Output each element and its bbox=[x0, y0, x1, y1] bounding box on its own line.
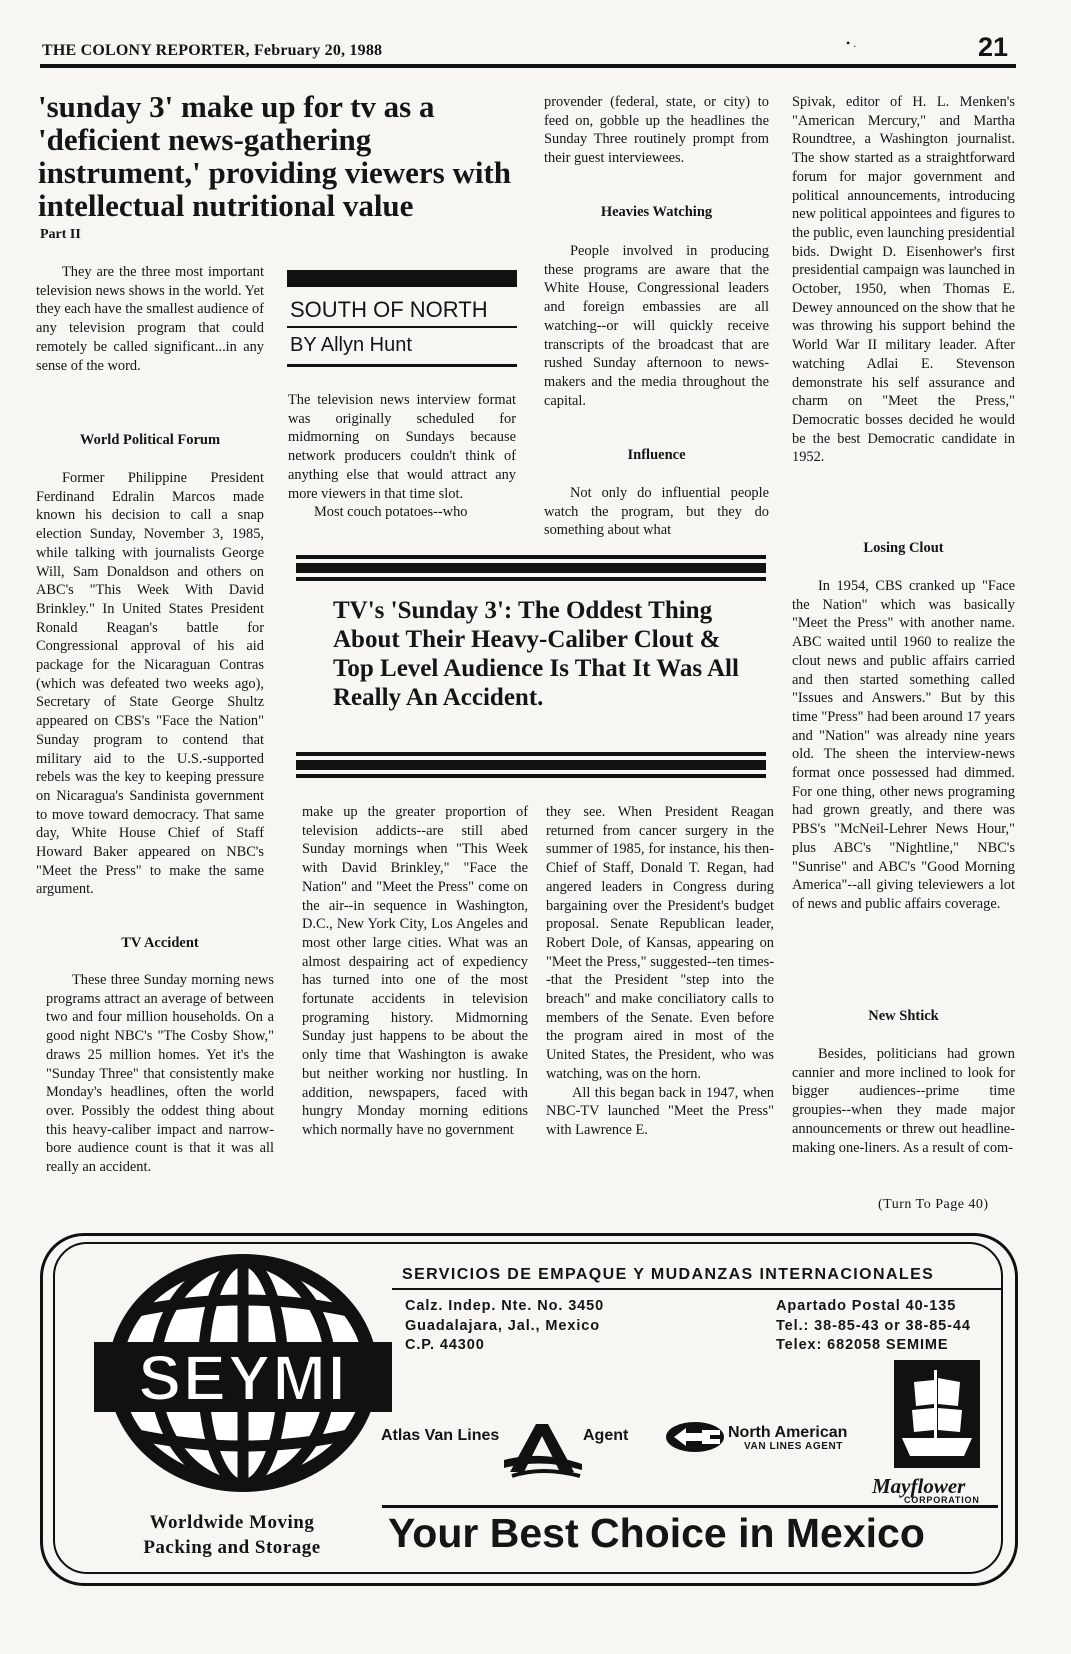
paragraph: Besides, politicians had grown cannier and more inclined to look for bigger audiences--prime time groupies--when they made major announcements or threw out headline-making one-liners. As a result of com- bbox=[792, 1046, 1015, 1156]
paragraph: People involved in producing these programs are aware that the White House, Congressional leaders and foreign embassies are all watching--or will quickly receive transcripts of the broadcast that are rushed Sunday afternoon to news-makers and the media throughout the capital. bbox=[544, 243, 769, 409]
column-4-mid bbox=[792, 577, 1015, 914]
paragraph: Spivak, editor of H. L. Menken's "American Mercury," and Martha Roundtree, a Washington journalist. The show started as a straightforward forum for major government and political announcements, introducing new political appointees and figures to the public, even launching presidential bids. Dwight D. Eisenhower's first presidential campaign was launched in October, 1950, when Thomas E. Dewey announced on the show that he was throwing his support behind the World War II military leader. After watching Adlai E. Stevenson demonstrate his self assurance and charm on "Meet the Press," Democratic bosses decided he would be the best Democratic candidate in 1952. bbox=[792, 94, 1015, 466]
subhead-world-political-forum: World Political Forum bbox=[79, 432, 221, 448]
column-c bbox=[546, 803, 774, 1140]
north-american-logo-icon bbox=[664, 1420, 726, 1454]
paragraph: Former Philippine President Ferdinand Edralin Marcos made known his decision to call a snap election Sunday, November 3, 1985, while talking with journalists George Will, Sam Donaldson and others on ABC's "This Week With David Brinkley." In United States President Ronald Reagan's battle for Congressional approval of his aid package for the Nicaraguan Contras (which was defeated two weeks ago), Secretary of State George Shultz appeared on CBS's "Face the Nation" Sunday program to contend that military aid to the U.S.-supported rebels was the key to keeping pressure on Nicaragua's Sandinista government to move toward democracy. That same day, White House Chief of Staff Howard Baker appeared on NBC's "Meet the Press" to make the same argument. bbox=[36, 470, 264, 898]
header-rule bbox=[40, 64, 1016, 68]
ad-address-line: Guadalajara, Jal., Mexico bbox=[405, 1317, 600, 1334]
pullquote-rule-bottom-2 bbox=[296, 760, 766, 770]
subhead-new-shtick: New Shtick bbox=[868, 1008, 939, 1024]
worldwide-moving-text bbox=[122, 1510, 342, 1560]
page-mark: • . bbox=[846, 36, 857, 50]
part-label: Part II bbox=[40, 227, 81, 242]
seymi-wordmark: SEYMI bbox=[138, 1342, 348, 1414]
pullquote-rule-top-1 bbox=[296, 555, 766, 559]
ad-po-box: Apartado Postal 40-135 bbox=[776, 1298, 957, 1314]
paragraph: provender (federal, state, or city) to feed on, gobble up the headlines the Sunday Three routinely prompt from their guest interviewees. bbox=[544, 94, 769, 167]
pullquote-rule-top-2 bbox=[296, 563, 766, 573]
ad-phone: Tel.: 38-85-43 or 38-85-44 bbox=[776, 1317, 971, 1334]
paragraph: they see. When President Reagan returned from cancer surgery in the summer of 1985, for instance, his then-Chief of Staff, Donald T. Regan, had angered leaders in Congress during bargaining over the President's budget proposal. Senate Republican leader, Robert Dole, of Kansas, appearing on "Meet the Press," suggested--ten times--that the President "step into the breach" and make conciliatory calls to members of the Senate. Even before the program aired in most of the United States, the President, who was watching, was on the horn. bbox=[546, 804, 774, 1082]
column-1-bottom bbox=[46, 971, 274, 1177]
column-title: SOUTH OF NORTH bbox=[290, 297, 488, 322]
column-head-rule bbox=[287, 326, 517, 328]
column-2-top bbox=[288, 391, 516, 522]
ad-address bbox=[405, 1297, 604, 1356]
north-american-sublabel: VAN LINES AGENT bbox=[744, 1441, 844, 1452]
paragraph: make up the greater proportion of television addicts--are still abed Sunday mornings when "This Week with David Brinkley," "Face the Nation" and "Meet the Press" come on the air--in sequence in Washington, D.C., New York City, Los Angeles and most other large cities. What was an almost despairing act of expediency has turned into one of the most fortunate accidents in television programing history. Midmorning Sunday just happens to be about the only time that Washington is awake but neither working nor hustling. In addition, newspapers, faced with hungry Monday morning editions which normally have no government bbox=[302, 804, 528, 1138]
column-3-top bbox=[544, 93, 769, 168]
ad-title-rule bbox=[392, 1288, 1002, 1290]
mayflower-ship-icon bbox=[894, 1360, 980, 1468]
north-american-label: North American bbox=[728, 1424, 848, 1441]
subhead-influence: Influence bbox=[627, 447, 686, 463]
ad-address-line: Calz. Indep. Nte. No. 3450 bbox=[405, 1298, 605, 1314]
paragraph: In 1954, CBS cranked up "Face the Nation" which was basically "Meet the Press" with another name. ABC waited until 1960 to realize the clout news and public affairs carried and then started something called "Issues and Answers." But by this time "Press" had been around 17 years and "Nation" was already nine years old. The sheen the interview-news format once possessed had dimmed. For one thing, other news programing had grown greatly, and there was PBS's "McNeil-Lehrer News Hour," plus ABC's "Nightline," NBC's "Sunrise" and ABC's "Good Morning America"--all giving televiewers a lot of news and public affairs coverage. bbox=[792, 578, 1015, 912]
ad-telex: Telex: 682058 SEMIME bbox=[776, 1337, 949, 1353]
jump-line: (Turn To Page 40) bbox=[878, 1197, 989, 1212]
pullquote-rule-bottom-3 bbox=[296, 774, 766, 778]
ad-service-line: Worldwide Moving bbox=[149, 1512, 315, 1533]
mayflower-label: Mayflower bbox=[872, 1474, 966, 1498]
column-1-top bbox=[36, 263, 264, 375]
mayflower-corporation-label: CORPORATION bbox=[904, 1495, 980, 1505]
atlas-logo-icon bbox=[502, 1420, 584, 1478]
column-4-bottom bbox=[792, 1045, 1015, 1157]
paragraph: These three Sunday morning news programs attract an average of between two and four million households. On a good night NBC's "The Cosby Show," draws 25 million homes. Yet it's the "Sunday Three" that consistently make Monday's headlines, often the world over. Possibly the oddest thing about this heavy-caliber impact and narrow-bore audience count is that it was all really an accident. bbox=[46, 972, 274, 1176]
subhead-heavies-watching: Heavies Watching bbox=[600, 204, 713, 220]
ad-contact bbox=[776, 1297, 971, 1356]
ad-slogan: Your Best Choice in Mexico bbox=[388, 1510, 925, 1556]
paragraph: The television news interview format was originally scheduled for midmorning on Sundays because network producers couldn't think of anything else that would attract any more viewers in that time slot. bbox=[288, 392, 516, 502]
pullquote-headline: TV's 'Sunday 3': The Oddest Thing About Their Heavy-Caliber Clout & Top Level Audience Is That It Was All Really An Accident. bbox=[333, 597, 739, 711]
ad-title: SERVICIOS DE EMPAQUE Y MUDANZAS INTERNACIONALES bbox=[402, 1266, 935, 1283]
ad-slogan-rule bbox=[382, 1505, 998, 1508]
agent-label: Agent bbox=[583, 1427, 629, 1444]
seymi-globe-logo bbox=[88, 1252, 408, 1497]
column-1-mid bbox=[36, 469, 264, 899]
byline: BY Allyn Hunt bbox=[290, 334, 412, 356]
ad-address-line: C.P. 44300 bbox=[405, 1337, 485, 1353]
atlas-van-lines-label: Atlas Van Lines bbox=[381, 1427, 500, 1444]
byline-rule bbox=[287, 364, 517, 367]
column-b bbox=[302, 803, 528, 1140]
column-3-mid bbox=[544, 242, 769, 410]
subhead-tv-accident: TV Accident bbox=[121, 935, 199, 951]
pullquote-rule-top-3 bbox=[296, 577, 766, 581]
ad-service-line: Packing and Storage bbox=[143, 1537, 321, 1558]
column-4-top bbox=[792, 93, 1015, 467]
paragraph: They are the three most important television news shows in the world. Yet they each have the smallest audience of any television program that could remotely be called significant...in any sense of the word. bbox=[36, 264, 264, 374]
paragraph: Most couch potatoes--who bbox=[314, 504, 468, 521]
paragraph: Not only do influential people watch the program, but they do something about what bbox=[544, 485, 769, 539]
newspaper-header: THE COLONY REPORTER, February 20, 1988 bbox=[42, 42, 383, 59]
subhead-losing-clout: Losing Clout bbox=[863, 540, 944, 556]
page-number: 21 bbox=[978, 32, 1009, 62]
column-3-bottom bbox=[544, 484, 769, 540]
paragraph: All this began back in 1947, when NBC-TV launched "Meet the Press" with Lawrence E. bbox=[546, 1084, 774, 1138]
column-head-bar bbox=[287, 270, 517, 287]
pullquote-rule-bottom-1 bbox=[296, 752, 766, 756]
main-headline: 'sunday 3' make up for tv as a 'deficient news-gathering instrument,' providing viewers with intellectual nutritional value bbox=[38, 89, 512, 223]
